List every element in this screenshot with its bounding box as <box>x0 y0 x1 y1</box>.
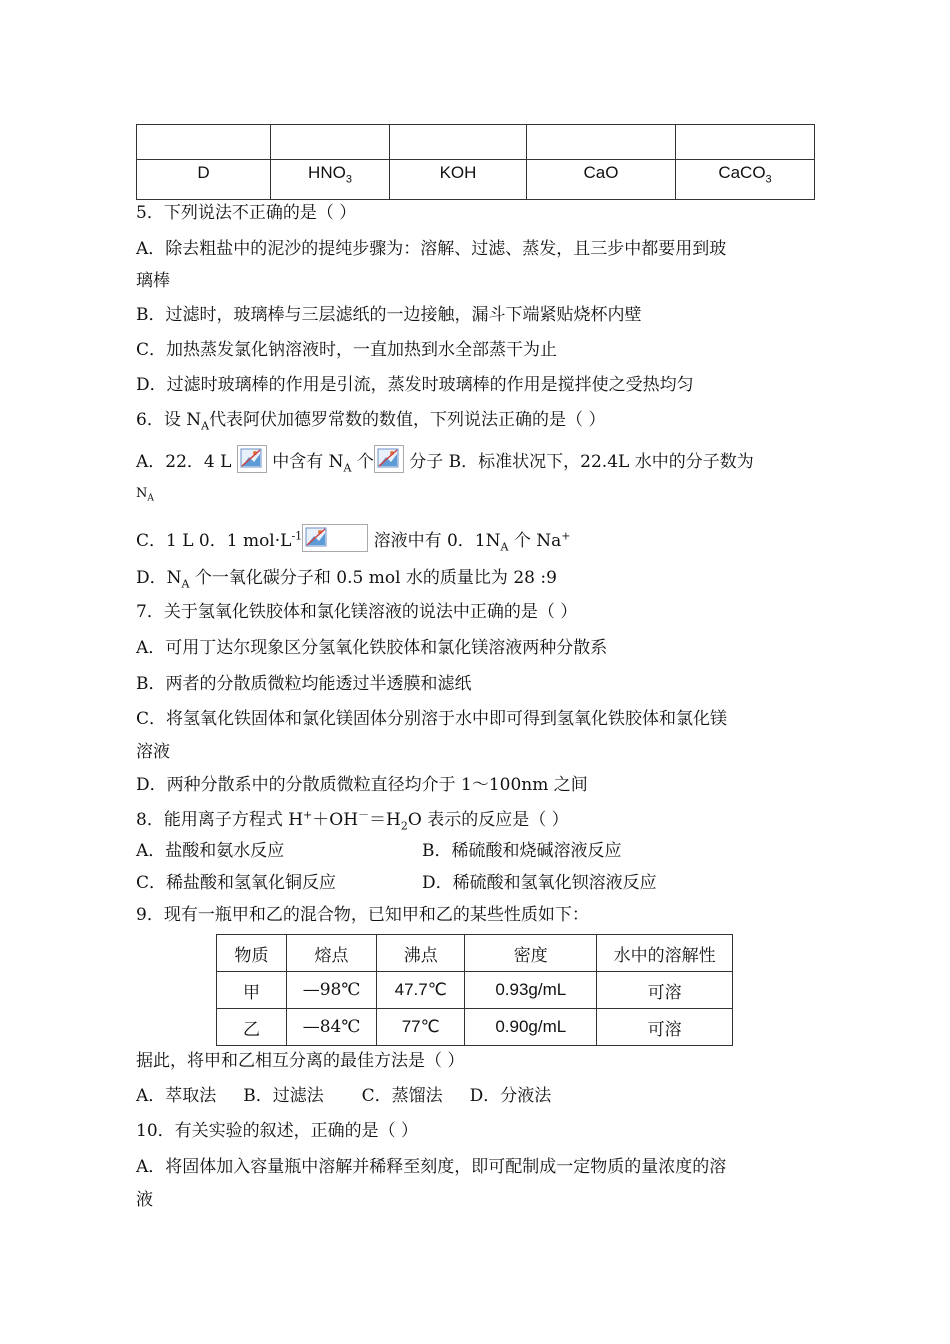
q7-option-d: D．两种分散系中的分散质微粒直径均介于 1～100nm 之间 <box>136 775 588 795</box>
q6-option-d: D．$N_A$ 个一氧化碳分子和 0.5 mol 水的质量比为 28 :9 <box>136 568 557 591</box>
table-cell: 77℃ <box>377 1009 465 1046</box>
table-cell: 甲 <box>217 972 287 1009</box>
q5-option-a-cont: 璃棒 <box>136 271 170 291</box>
q10-option-a: A．将固体加入容量瓶中溶解并稀释至刻度，即可配制成一定物质的量浓度的溶 <box>136 1157 727 1177</box>
question-7-stem: 7．关于氢氧化铁胶体和氯化镁溶液的说法中正确的是（ ） <box>136 602 578 622</box>
table-cell: 0.90g/mL <box>465 1009 597 1046</box>
question-6-stem: 6．设 $N_A$代表阿伏加德罗常数的数值，下列说法正确的是（ ） <box>136 410 606 433</box>
q5-option-b: B．过滤时，玻璃棒与三层滤纸的一边接触，漏斗下端紧贴烧杯内壁 <box>136 305 642 325</box>
table-cell: 可溶 <box>597 1009 733 1046</box>
table-header-row <box>217 935 733 972</box>
q6-option-b-cont: $N_A$ <box>136 486 154 504</box>
table-row <box>217 972 733 1009</box>
q7-option-a: A．可用丁达尔现象区分氢氧化铁胶体和氯化镁溶液两种分散系 <box>136 638 608 658</box>
table-cell: 可溶 <box>597 972 733 1009</box>
table-cell: CaCO$_3$ <box>676 160 815 200</box>
table-cell: 0.93g/mL <box>465 972 597 1009</box>
question-5-stem: 5．下列说法不正确的是（ ） <box>136 203 357 223</box>
q8-option-d: D．稀硫酸和氢氧化钡溶液反应 <box>422 873 657 893</box>
table-cell: —98℃ <box>287 972 377 1009</box>
q7-option-c-cont: 溶液 <box>136 742 170 762</box>
properties-table <box>216 934 733 1046</box>
broken-image-icon <box>302 524 368 552</box>
q5-option-c: C．加热蒸发氯化钠溶液时，一直加热到水全部蒸干为止 <box>136 340 558 360</box>
q8-option-b: B．稀硫酸和烧碱溶液反应 <box>422 841 622 861</box>
question-9-stem: 9．现有一瓶甲和乙的混合物，已知甲和乙的某些性质如下： <box>136 905 589 925</box>
q8-option-a: A．盐酸和氨水反应 <box>136 841 285 861</box>
question-10-stem: 10．有关实验的叙述，正确的是（ ） <box>136 1121 419 1141</box>
table-cell: 乙 <box>217 1009 287 1046</box>
broken-image-icon <box>374 445 404 473</box>
q8-option-c: C．稀盐酸和氢氧化铜反应 <box>136 873 337 893</box>
table-header: 密度 <box>465 935 597 972</box>
q5-option-d: D．过滤时玻璃棒的作用是引流，蒸发时玻璃棒的作用是搅拌使之受热均匀 <box>136 375 694 395</box>
table-cell: D <box>137 160 271 200</box>
table-row <box>137 160 815 200</box>
table-cell: $HNO_3$ <box>271 160 390 200</box>
q9-question-text: 据此，将甲和乙相互分离的最佳方法是（ ） <box>136 1051 465 1071</box>
q7-option-b: B．两者的分散质微粒均能透过半透膜和滤纸 <box>136 674 472 694</box>
table-header: 熔点 <box>287 935 377 972</box>
q10-option-a-cont: 液 <box>136 1190 153 1210</box>
table-row <box>217 1009 733 1046</box>
q6-option-c: C．1 L 0．1 $mol\cdot L^{-1}$ 溶液中有 0．$1N_A$ 个 Na+ <box>136 524 571 553</box>
table-cell: —84℃ <box>287 1009 377 1046</box>
table-header: 水中的溶解性 <box>597 935 733 972</box>
table-cell: CaO <box>527 160 676 200</box>
table-header: 沸点 <box>377 935 465 972</box>
question-8-stem: 8．能用离子方程式 $H^++OH^-=H_2O$ 表示的反应是（ ） <box>136 808 569 833</box>
classification-table <box>136 124 815 200</box>
broken-image-icon <box>237 445 267 473</box>
q7-option-c: C．将氢氧化铁固体和氯化镁固体分别溶于水中即可得到氢氧化铁胶体和氯化镁 <box>136 709 728 729</box>
q9-options: A．萃取法 B．过滤法 C．蒸馏法 D．分液法 <box>136 1086 552 1106</box>
table-row <box>137 125 815 160</box>
q5-option-a: A．除去粗盐中的泥沙的提纯步骤为：溶解、过滤、蒸发，且三步中都要用到玻 <box>136 239 727 259</box>
table-header: 物质 <box>217 935 287 972</box>
table-cell: 47.7℃ <box>377 972 465 1009</box>
q6-option-a-b: A．22．4 L 中含有 $N_A$ 个 分子 B．标准状况下，22.4L 水中的分子数为 <box>136 445 754 474</box>
table-cell: KOH <box>390 160 527 200</box>
